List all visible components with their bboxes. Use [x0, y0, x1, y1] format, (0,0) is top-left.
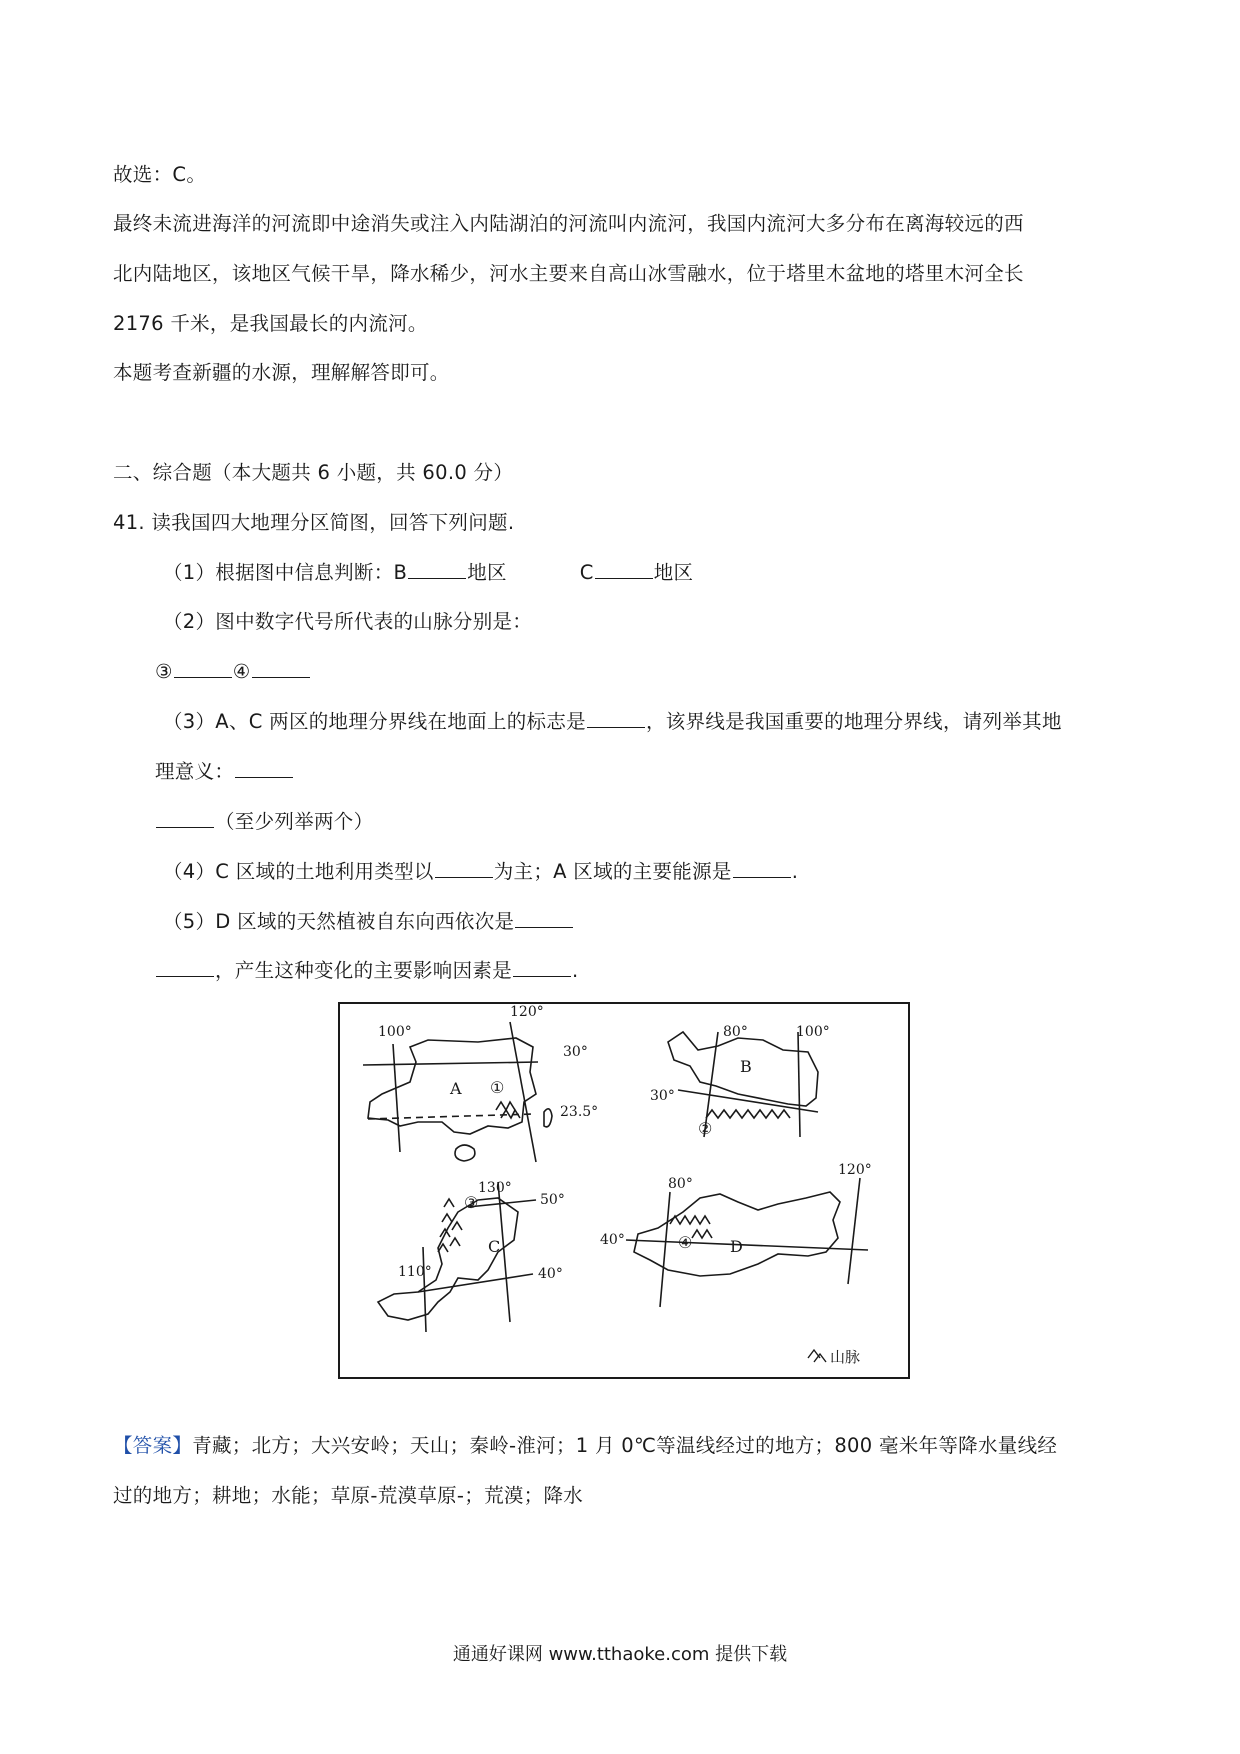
sub-question-5: （5）D 区域的天然植被自东向西依次是 — [163, 912, 574, 932]
map-b-lon-80: 80° — [723, 1024, 748, 1040]
sub-question-2: （2）图中数字代号所代表的山脉分别是： — [163, 610, 533, 633]
region-maps-figure — [338, 1002, 910, 1379]
answer-line-1: 【答案】青藏；北方；大兴安岭；天山；秦岭-淮河；1 月 0℃等温线经过的地方；800 毫米年等降水量线经 — [113, 1434, 1058, 1457]
map-b-lon-100: 100° — [796, 1024, 830, 1040]
sub-question-4: （4）C 区域的土地利用类型以 为主；A 区域的主要能源是 . — [163, 860, 799, 883]
blank — [595, 577, 653, 579]
sub-question-3: （3）A、C 两区的地理分界线在地面上的标志是 ，该界线是我国重要的地理分界线，请列举其地 — [163, 710, 1062, 733]
blank — [156, 826, 214, 828]
map-c-lon-110: 110° — [398, 1264, 432, 1280]
blank — [252, 676, 310, 678]
map-d-mountain-number: ④ — [678, 1233, 693, 1252]
map-c-lat-50: 50° — [540, 1192, 565, 1208]
blank — [435, 876, 493, 878]
explanation-summary: 本题考查新疆的水源，理解解答即可。 — [113, 361, 450, 384]
map-c-lon-130: 130° — [478, 1180, 512, 1196]
explanation-line-2: 北内陆地区，该地区气候干旱，降水稀少，河水主要来自高山冰雪融水，位于塔里木盆地的塔里木河全长 — [113, 262, 1024, 285]
map-c-mountain-number: ③ — [464, 1193, 479, 1212]
map-d-lat-40: 40° — [600, 1232, 625, 1248]
blank — [513, 975, 571, 977]
answer-choice: 故选：C。 — [113, 163, 207, 186]
map-a-lat-23-5: 23.5° — [560, 1104, 599, 1120]
question-number: 41. — [113, 511, 145, 534]
section-title: 二、综合题（本大题共 6 小题，共 60.0 分） — [113, 461, 514, 484]
answer-tag: 【答案】 — [113, 1434, 193, 1457]
blank — [156, 975, 214, 977]
map-a-lon-100: 100° — [378, 1024, 412, 1040]
explanation-line-3: 2176 千米，是我国最长的内流河。 — [113, 312, 428, 335]
map-a-mountain-number: ① — [490, 1078, 505, 1097]
map-b-lat-30: 30° — [650, 1088, 675, 1104]
answer-line-2: 过的地方；耕地；水能；草原-荒漠草原-；荒漠；降水 — [113, 1484, 584, 1507]
map-b-region-label: B — [740, 1057, 752, 1076]
blank — [587, 726, 645, 728]
legend-label: 山脉 — [830, 1348, 861, 1366]
blank — [408, 577, 466, 579]
sub-question-5-cont: ，产生这种变化的主要影响因素是 . — [155, 961, 579, 981]
sub-question-3-cont: 理意义： — [155, 762, 294, 782]
blank — [515, 926, 573, 928]
map-a-lon-120: 120° — [510, 1004, 544, 1020]
map-c-lat-40: 40° — [538, 1266, 563, 1282]
blank — [733, 876, 791, 878]
explanation-line-1: 最终未流进海洋的河流即中途消失或注入内陆湖泊的河流叫内流河，我国内流河大多分布在离海较远的西 — [113, 212, 1024, 235]
map-d-lon-80: 80° — [668, 1176, 693, 1192]
map-a-region-label: A — [450, 1079, 462, 1098]
blank — [174, 676, 232, 678]
map-d-region-label: D — [730, 1237, 743, 1256]
blank — [235, 776, 293, 778]
map-d-lon-120: 120° — [838, 1162, 872, 1178]
figure-frame — [339, 1003, 909, 1378]
sub-question-3-cont2: （至少列举两个） — [155, 812, 373, 832]
map-a-lat-30: 30° — [563, 1044, 588, 1060]
sub-question-2-blanks: ③ ④ — [155, 662, 311, 682]
page-footer: 通通好课网 www.tthaoke.com 提供下载 — [452, 1644, 788, 1665]
map-c-region-label: C — [488, 1237, 501, 1256]
question-stem — [113, 513, 514, 533]
question-text: 读我国四大地理分区简图，回答下列问题. — [151, 511, 515, 534]
map-b-mountain-number: ② — [698, 1119, 713, 1138]
sub-question-1: （1）根据图中信息判断：B 地区 C 地区 — [163, 561, 694, 584]
